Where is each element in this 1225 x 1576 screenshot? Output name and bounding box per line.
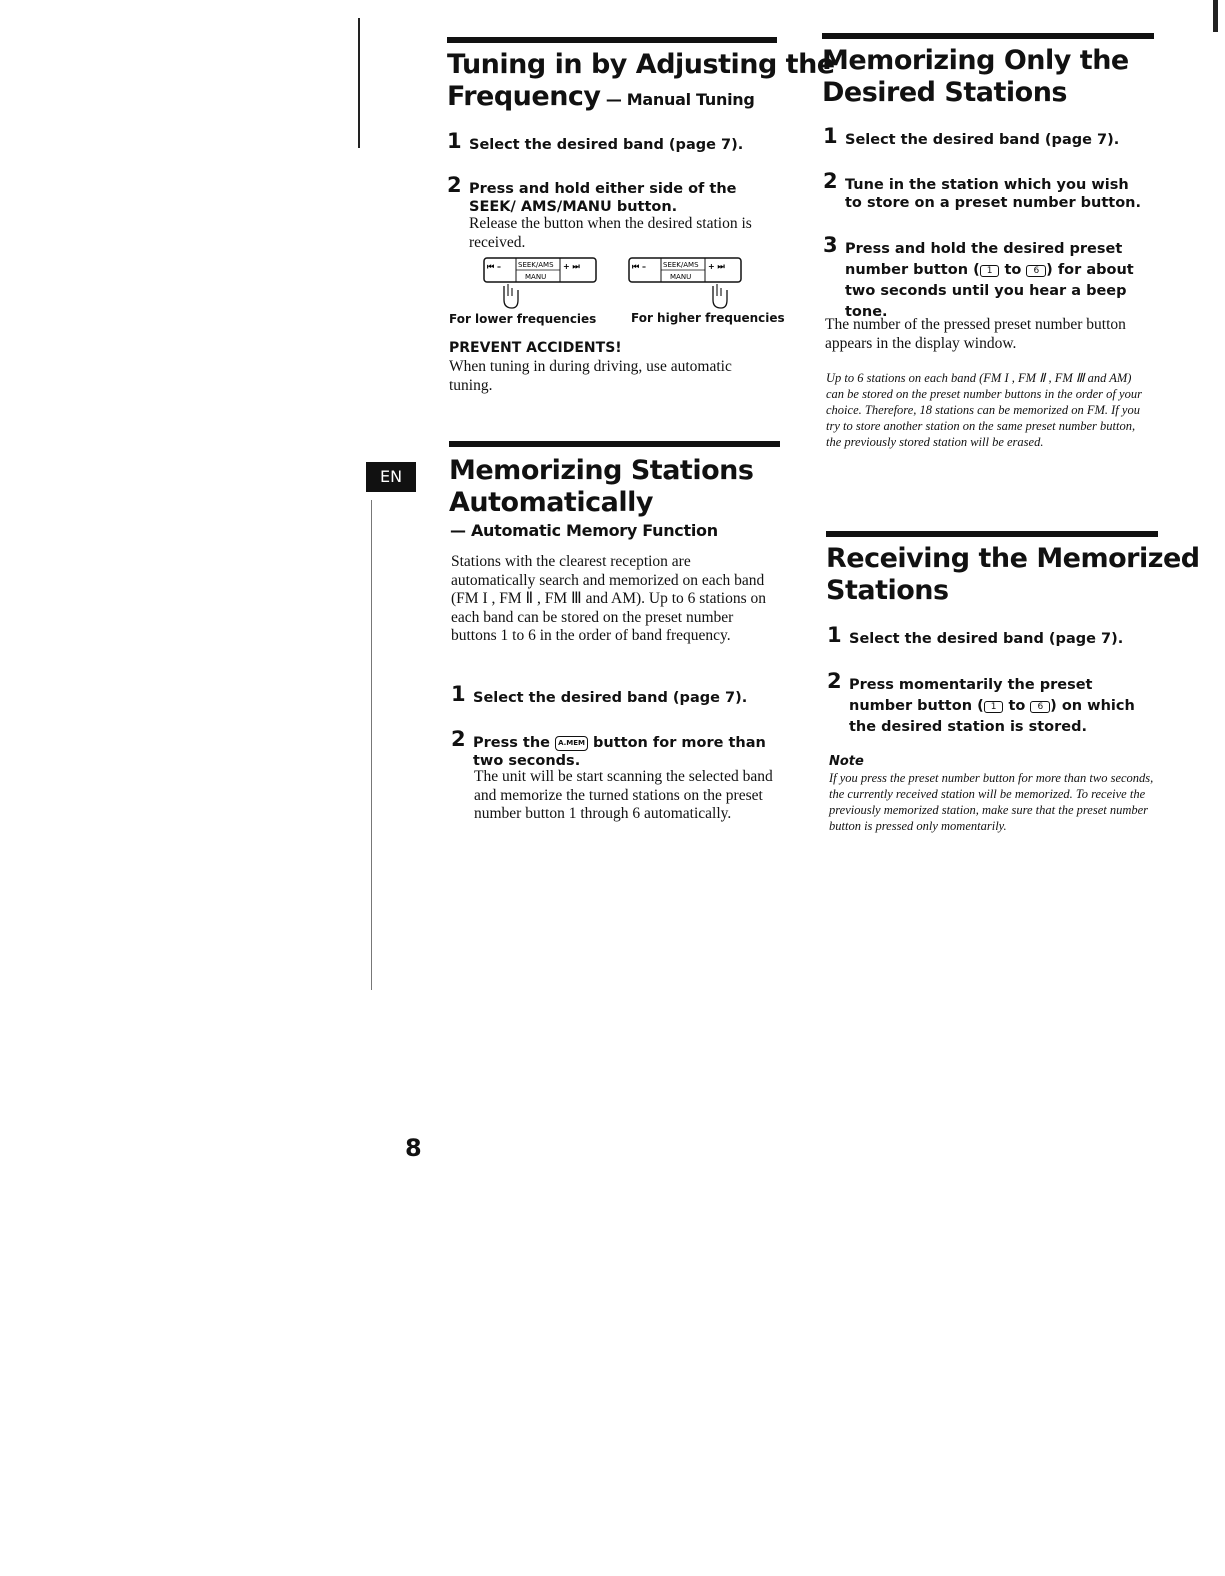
step-text: Select the desired band (page 7). (849, 631, 1124, 647)
title-line: Stations (826, 575, 949, 606)
step-body: The unit will be start scanning the selected band and memorize the turned stations on the preset number button 1 through 6 automatically. (474, 768, 773, 822)
step-text-part: to (1003, 698, 1031, 714)
title-line: Receiving the Memorized (826, 543, 1200, 574)
next-label: + ⏭ (708, 262, 725, 271)
pointing-hand-icon (504, 286, 518, 308)
binding-margin-line-lower (371, 500, 372, 990)
warning-title: PREVENT ACCIDENTS! (449, 340, 622, 356)
seek-ams-label: SEEK/AMS (518, 261, 554, 269)
section-subtitle: — Automatic Memory Function (450, 521, 718, 540)
step-text-part: button for more than two seconds. (473, 735, 766, 769)
next-label: + ⏭ (563, 262, 580, 271)
seek-button-illustration-higher (627, 256, 747, 314)
step-item (447, 129, 777, 154)
prev-label: ⏮ – (632, 262, 646, 271)
section-rule (826, 531, 1158, 537)
section-rule (447, 37, 777, 43)
title-line: Memorizing Only the (822, 45, 1129, 76)
step-text: Select the desired band (page 7). (845, 132, 1120, 148)
step-text (849, 675, 1137, 738)
step-item (823, 169, 1148, 212)
step-number: 2 (451, 727, 466, 751)
language-tab-label: EN (379, 467, 403, 486)
warning-body: When tuning in during driving, use automatic tuning. (449, 358, 732, 394)
seek-ams-label: SEEK/AMS (663, 261, 699, 269)
title-line (447, 81, 835, 116)
section-rule (822, 33, 1154, 39)
section-body: The number of the pressed preset number button appears in the display window. (825, 316, 1126, 352)
step-text: Select the desired band (page 7). (473, 690, 748, 706)
caption-lower-frequencies: For lower frequencies (449, 312, 597, 326)
section-title-manual-tuning (447, 49, 835, 116)
step-text-part: Press the (473, 735, 556, 751)
step-number: 1 (827, 623, 842, 647)
note-label: Note (829, 754, 864, 769)
title-suffix: — Manual Tuning (600, 90, 755, 109)
manu-label: MANU (525, 273, 547, 281)
preset-key-6-icon: 6 (1030, 701, 1050, 713)
section-intro: Stations with the clearest reception are automatically search and memorized on each band (FM I , FM Ⅱ , FM Ⅲ and AM). Up to 6 stations on each band can be stored on the preset number buttons 1 to 6 in the order of band frequency. (451, 553, 766, 644)
step-text: Select the desired band (page 7). (469, 137, 744, 153)
step-text: Tune in the station which you wish to store on a preset number button. (845, 177, 1141, 211)
section-title-receiving-memorized (826, 543, 1200, 607)
step-text: Press and hold either side of the SEEK/ AMS/MANU button. (469, 181, 737, 215)
title-line: Desired Stations (822, 77, 1067, 108)
step-number: 2 (447, 173, 462, 197)
italic-note: Up to 6 stations on each band (FM I , FM Ⅱ , FM Ⅲ and AM) can be stored on the preset number buttons in the order of your choice. Therefore, 18 stations can be memorized on FM. If you try to store another station on the same preset number button, the previously stored station will be erased. (826, 371, 1142, 449)
title-line: Memorizing Stations (449, 455, 754, 486)
title-line: Automatically (449, 487, 653, 518)
prev-label: ⏮ – (487, 262, 501, 271)
step-text-part: ) on which the desired station is stored. (849, 698, 1135, 735)
step-number: 1 (451, 682, 466, 706)
step-item (827, 623, 1157, 648)
step-body: Release the button when the desired station is received. (469, 215, 752, 251)
step-number: 2 (827, 669, 842, 693)
step-item (827, 669, 1137, 738)
step-text-part: to (999, 262, 1027, 278)
section-title-auto-memory (449, 455, 753, 519)
step-text (473, 734, 786, 770)
title-line-word: Frequency (447, 81, 601, 112)
step-number: 2 (823, 169, 838, 193)
seek-button-illustration-lower (482, 256, 602, 314)
pointing-hand-icon (713, 286, 727, 308)
step-text (845, 239, 1153, 323)
step-text-part: Press and hold the desired preset number button ( (845, 241, 1123, 278)
manu-label: MANU (670, 273, 692, 281)
language-tab (366, 462, 416, 492)
step-item (447, 173, 752, 216)
page-number: 8 (405, 1134, 422, 1162)
step-text-part: ) for about two seconds until you hear a beep tone. (845, 262, 1134, 320)
preset-key-6-icon: 6 (1026, 265, 1046, 277)
step-number: 1 (823, 124, 838, 148)
preset-key-1-icon: 1 (980, 265, 1000, 277)
caption-higher-frequencies: For higher frequencies (631, 311, 785, 325)
step-number: 1 (447, 129, 462, 153)
step-item (451, 727, 786, 770)
step-item (823, 233, 1153, 323)
preset-key-1-icon: 1 (984, 701, 1004, 713)
note-body: If you press the preset number button for more than two seconds, the currently received station will be memorized. To receive the previously memorized station, make sure that the preset number button is pressed only momentarily. (829, 771, 1154, 833)
step-text-part: Press momentarily the preset number button ( (849, 677, 1093, 714)
binding-margin-line (358, 18, 360, 148)
step-item (823, 124, 1153, 149)
step-number: 3 (823, 233, 838, 257)
section-rule (449, 441, 780, 447)
section-title-memorize-desired (822, 45, 1129, 109)
amem-key-icon: A.MEM (555, 736, 588, 751)
page-edge-mark (1213, 0, 1218, 32)
title-line: Tuning in by Adjusting the (447, 49, 835, 80)
step-item (451, 682, 781, 707)
